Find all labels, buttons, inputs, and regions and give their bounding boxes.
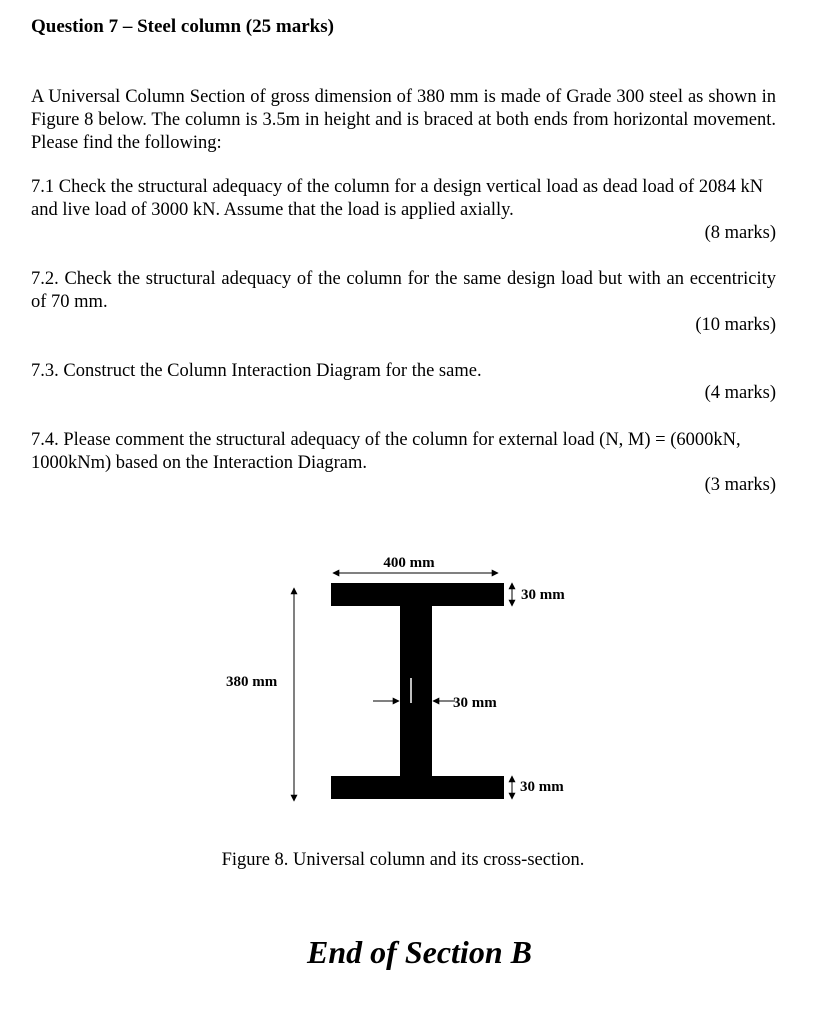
- question-intro: A Universal Column Section of gross dimension of 380 mm is made of Grade 300 steel as shown in Figure 8 below. The column is 3.5m in height and is braced at both ends from horizontal movement. Please find the following:: [31, 87, 776, 153]
- part-7-3-marks: (4 marks): [704, 383, 776, 403]
- part-7-4-text: 7.4. Please comment the structural adequacy of the column for external load (N, M) = (6000kN, 1000kNm) based on the Interaction Diagram.: [31, 430, 741, 473]
- part-7-2-text: 7.2. Check the structural adequacy of the column for the same design load but with an eccentricity of 70 mm.: [31, 269, 776, 312]
- bottom-flange: [331, 776, 504, 799]
- web-label: 30 mm: [453, 695, 497, 711]
- part-7-4-marks: (3 marks): [704, 475, 776, 495]
- width-label: 400 mm: [383, 555, 435, 571]
- part-7-1-marks: (8 marks): [704, 223, 776, 243]
- part-7-3-text: 7.3. Construct the Column Interaction Diagram for the same.: [31, 361, 482, 381]
- part-7-1-text: 7.1 Check the structural adequacy of the column for a design vertical load as dead load of 2084 kN and live load of 3000 kN. Assume that the load is applied axially.: [31, 177, 764, 220]
- figure-caption: Figure 8. Universal column and its cross-section.: [221, 850, 585, 870]
- question-heading: Question 7 – Steel column (25 marks): [31, 16, 334, 37]
- end-of-section: End of Section B: [307, 934, 532, 970]
- top-flange-label: 30 mm: [521, 587, 565, 603]
- bottom-flange-label: 30 mm: [520, 779, 564, 795]
- part-7-2-marks: (10 marks): [695, 315, 776, 335]
- top-flange: [331, 583, 504, 606]
- i-section-figure: [0, 540, 839, 820]
- height-label: 380 mm: [226, 674, 278, 690]
- web: [400, 606, 432, 776]
